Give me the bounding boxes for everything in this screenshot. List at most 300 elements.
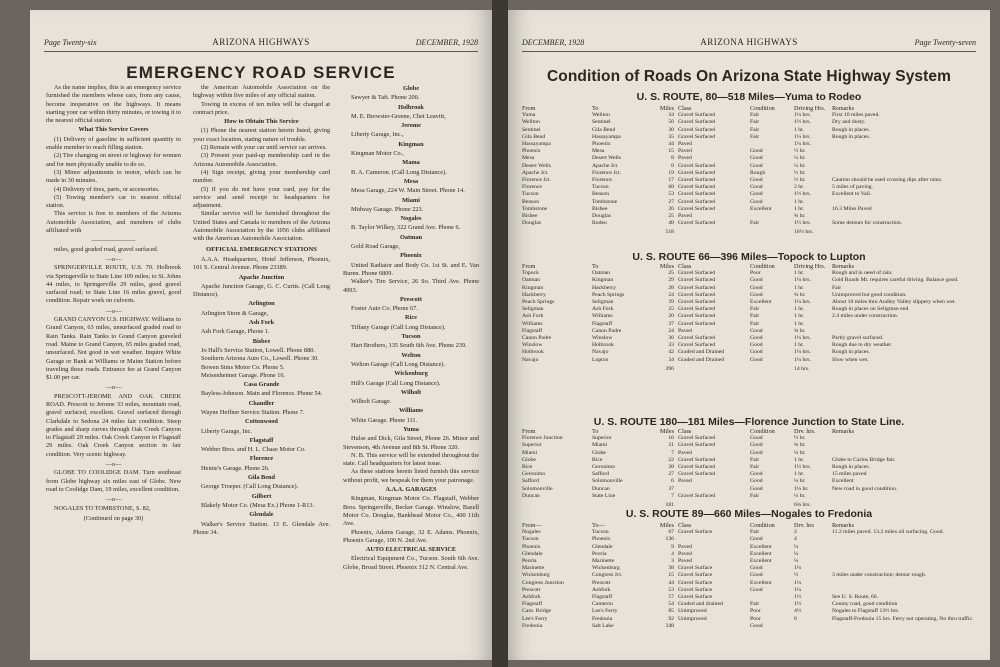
table-cell: 11.2 miles paved. 13.2 miles oil surfacing. Good. [832, 529, 944, 536]
table-cell: Graded and Drained [678, 356, 725, 363]
table-row [522, 587, 982, 594]
table-cell: Good [750, 155, 763, 162]
subheading: Cottonwood [245, 418, 278, 426]
subheading: Ash Fork [248, 319, 275, 327]
column-header: Remarks [832, 105, 854, 112]
table-cell: Tucson [592, 184, 609, 191]
table-cell: 2.4 miles under construction. [832, 313, 899, 320]
route-heading: U. S. ROUTE 89—660 Miles—Nogales to Fredonia [625, 508, 873, 520]
table-cell: 1¼ hr. [794, 485, 809, 492]
table-cell: Rough due to dry weather. [832, 342, 893, 349]
table-cell: Paved [678, 148, 692, 155]
table-cell: State Line [592, 492, 616, 499]
column-header: From [522, 263, 536, 270]
table-cell: Good [750, 442, 763, 449]
table-cell: 57 [668, 594, 674, 601]
table-cell: Lee's Ferry [592, 608, 618, 615]
table-row [522, 565, 982, 572]
table-cell: Good [750, 435, 763, 442]
table-cell: Hassayampa [592, 133, 621, 140]
table-cell [832, 227, 982, 236]
table-cell: Fair [750, 126, 760, 133]
total-hours: 16½ hrs. [794, 229, 814, 236]
table-cell: Fair [832, 284, 842, 291]
paragraph: (2) Tire changing on street or highway for women and for men physically unable to do so. [46, 152, 181, 168]
table-cell: Fair [750, 320, 760, 327]
table-cell: Good [750, 586, 763, 593]
table-cell: Geronimo [592, 464, 616, 471]
table-cell: Peach Springs [592, 291, 625, 298]
paragraph: N. B. This service will be extended throughout the state. Call headquarters for latest issue. [343, 451, 479, 468]
table-cell: 15 miles paved [832, 471, 867, 478]
table-cell: 56 [668, 119, 674, 126]
subheading: Williams [398, 407, 424, 415]
table-cell: Rough in places. [832, 464, 871, 471]
table-cell: 92 [668, 615, 674, 622]
table-cell: Unimproved [678, 615, 707, 622]
subheading: Florence [249, 455, 274, 463]
subheading: Nogales [400, 215, 422, 223]
table-cell: 1 hr. [794, 471, 805, 478]
paragraph: (3) Minor adjustments to motor, which can be made in 30 minutes. [46, 168, 181, 185]
table-cell [832, 199, 982, 206]
table-cell: Gravel Surfaced [678, 291, 716, 298]
subheading: Jerome [401, 122, 421, 130]
table-cell: Flagstaff-Fredonia 15 hrs. Ferry not operating. No thru traffic. [832, 615, 974, 622]
table-cell: Wellton [592, 112, 610, 119]
table-cell: Good [750, 622, 763, 629]
table-cell: 24 [668, 291, 674, 298]
table-cell: Rough in places on Seligman end [832, 306, 909, 313]
table-row [522, 177, 982, 184]
table-row [522, 141, 982, 148]
table-cell: 2 [794, 529, 797, 536]
table-cell: Rough and in need of rain. [832, 270, 893, 277]
table-cell: Good [750, 536, 763, 543]
table-cell: Gravel Surfaced [678, 492, 716, 499]
paragraph: the American Automobile Association on the highway within five miles of any official station. [193, 84, 330, 100]
table-cell: Gravel Surfaced [678, 184, 716, 191]
table-cell: Canon Padre [592, 327, 622, 334]
table-cell: Poor [750, 270, 761, 277]
table-cell: Paved [678, 543, 692, 550]
subheading: Bisbee [252, 337, 271, 345]
table-cell: ¼ hr. [794, 492, 806, 499]
table-cell: Winslow [592, 335, 613, 342]
paragraph: NOGALES TO TOMBSTONE, S. 82, [54, 504, 151, 512]
table-cell: Paved [678, 141, 692, 148]
table-cell [832, 148, 982, 155]
table-cell: Paved [678, 558, 692, 565]
route-table [522, 522, 982, 630]
table-row [522, 170, 982, 177]
left-page [30, 10, 492, 660]
paragraph: B. Taylor Wilkey, 322 Grand Ave. Phone 6. [351, 224, 461, 232]
table-cell: ½ hr. [794, 169, 806, 176]
table-cell: Good [750, 478, 763, 485]
table-cell [750, 594, 794, 601]
subheading: Casa Grande [243, 381, 280, 389]
table-cell: Fair [750, 119, 760, 126]
table-row [522, 163, 982, 170]
paragraph: PRESCOTT-JEROME AND OAK CREEK ROAD. Prescott to Jerome 33 miles, mountain road, gravel surfaced, excellent. Gravel surfaced through Clarkdale to Sedona 24 miles fair condition. Steep grades and sharp curves through Oak Creek Canyon to Flagstaff 29 miles. Oak Creek Canyon to Flagstaff 29 miles. Oak Creek Canyon section in fair condition. Very scenic highway. [46, 392, 181, 458]
table-cell: Gravel Surface [678, 579, 713, 586]
table-cell: Rodeo [592, 220, 607, 227]
column-header: Driving Hrs. [794, 105, 826, 112]
table-cell: Oatman [522, 277, 541, 284]
total-miles: 518 [665, 229, 674, 236]
column-header: Class [678, 428, 692, 435]
table-cell [832, 364, 982, 373]
paragraph: SPRINGERVILLE ROUTE, U.S. 70. Holbrook via Springerville to State Line 109 miles; to St. Johns 44 miles, to Springerville 29 miles, good gravel surfaced road; to State Line 16 miles gravel, good condition. Repair work on culverts. [46, 264, 181, 305]
subheading: Tucson [401, 333, 421, 341]
table-cell: Good [750, 572, 763, 579]
column-header: From [522, 428, 536, 435]
paragraph: Hart Brothers, 135 South 6th Ave. Phone 239. [351, 342, 467, 350]
table-cell: Navajo [522, 356, 539, 363]
table-cell: Cam. Bridge [522, 608, 552, 615]
table-cell: 1 hr. [794, 306, 805, 313]
table-cell: 1¼ hrs. [794, 277, 811, 284]
paragraph: (3) Present your paid-up membership card in the Arizona Automobile Association. [193, 152, 330, 168]
table-cell: 1 hr. [794, 270, 805, 277]
table-cell: 4 [671, 550, 674, 557]
subheading: Yuma [403, 425, 419, 433]
route-heading: U. S. ROUTE 66—396 Miles—Topock to Lupton [632, 251, 866, 263]
subheading: Glendale [249, 511, 274, 519]
paragraph: Liberty Garage, Inc. [201, 427, 253, 435]
table-cell: 1½ hrs. [794, 191, 811, 198]
table-cell: Bisbee [592, 205, 608, 212]
paragraph: Hill's Garage (Call Long Distance). [351, 379, 441, 387]
table-cell: 1½ [794, 601, 802, 608]
paragraph: Foster Auto Co. Phone 67. [351, 305, 418, 313]
table-cell: ¾ hr. [794, 442, 806, 449]
paragraph: Bowen Sims Motor Co. Phone 5. [201, 363, 285, 371]
paragraph: United Radiator and Body Co. 1st St. and E. Van Buren. Phone 6809. [343, 261, 479, 277]
table-row [522, 270, 982, 277]
table-row [522, 349, 982, 356]
table-cell: Good [750, 485, 763, 492]
table-cell: 25 [668, 270, 674, 277]
table-cell: Fair [750, 456, 760, 463]
table-cell: 1 hr. [794, 126, 805, 133]
table-cell: 35 [668, 133, 674, 140]
table-cell: 2 hr. [794, 184, 805, 191]
column-header: Class [678, 263, 692, 270]
table-cell: 1¼ [794, 579, 802, 586]
table-cell [832, 163, 982, 170]
paragraph: Sawyer & Taft. Phone 200. [351, 94, 420, 102]
table-cell: Globe [522, 456, 536, 463]
table-cell: Unimproved but good condition. [832, 291, 907, 298]
table-cell: Phoenix [522, 543, 541, 550]
table-cell: Fair [750, 220, 760, 227]
table-cell: Good [750, 184, 763, 191]
paragraph: Wayne Heffner Service Station. Phone 7. [201, 408, 305, 416]
table-row [522, 134, 982, 141]
table-cell: Ashfork [592, 586, 611, 593]
table-cell: Rough in places. [832, 133, 871, 140]
paragraph: (1) Phone the nearest station herein listed, giving your exact location, stating nature of trouble. [193, 127, 330, 143]
table-cell: Seligman [592, 299, 614, 306]
table-cell: County road, good condition [832, 601, 898, 608]
table-cell: 3 miles under construction; detour rough. [832, 572, 927, 579]
subheading: Gilbert [251, 492, 272, 500]
table-cell: 1½ [794, 594, 802, 601]
table-cell: Gravel Surfaced [678, 435, 716, 442]
table-cell: Glendale [522, 550, 543, 557]
table-cell: Flagstaff [592, 320, 613, 327]
table-cell: Oatman [592, 270, 611, 277]
subheading: Flagstaff [249, 436, 274, 444]
table-cell: Florence Jct. [522, 177, 552, 184]
table-cell: Benson [522, 198, 540, 205]
table-cell: Rice [522, 464, 533, 471]
subheading: A.A.A. GARAGES [385, 486, 437, 494]
subheading: Holbrook [398, 103, 424, 111]
table-cell: 1½ hrs. [794, 220, 811, 227]
table-cell: 1¼ hrs. [794, 141, 811, 148]
table-header-row [522, 522, 982, 529]
column-header: Condition [750, 105, 775, 112]
table-row [522, 471, 982, 478]
table-cell: 54 [668, 601, 674, 608]
table-cell: Gravel Surface [678, 565, 713, 572]
paragraph: Heinie's Garage. Phone 26. [201, 464, 270, 472]
table-cell [750, 141, 794, 148]
table-cell: Good [750, 449, 763, 456]
table-cell: Good [750, 565, 763, 572]
table-cell: Good [750, 148, 763, 155]
table-cell: 3 [671, 558, 674, 565]
subheading: Phoenix [400, 252, 422, 260]
table-cell: Excellent [832, 478, 854, 485]
paragraph: GRAND CANYON U.S. HIGHWAY. Williams to Grand Canyon, 63 miles, unsurfaced graded road to Rain Tanks. Rain Tanks to Grand Canyon graveled road. Maine to Grand Canyon, 65 miles graded road, unsurfaced. Not good in wet weather. Inquire White Garage or Bank at Williams or Maine Station before traveling these roads. Entrance fee at Grand Canyon $1.00 per car. [46, 316, 181, 382]
table-cell: Fair [750, 112, 760, 119]
paragraph: M. E. Brewster-Greene, Chet Leavitt, [351, 112, 446, 120]
separator: —o— [105, 307, 122, 315]
table-cell: 27 [668, 471, 674, 478]
table-cell: Good [750, 356, 763, 363]
paragraph: Wilholt Garage. [351, 398, 392, 406]
table-cell: Gravel Surfaced [678, 112, 716, 119]
table-row [522, 450, 982, 457]
table-cell: ½ hr. [794, 148, 806, 155]
table-cell: Paved [678, 155, 692, 162]
table-cell: 8 [671, 155, 674, 162]
paragraph: Meisenheimer Garage. Phone 16. [201, 371, 286, 379]
paragraph: Bayless-Johnson. Main and Florence. Phone 54. [201, 390, 323, 398]
table-cell: Tucson [522, 536, 539, 543]
table-cell: 37 [668, 485, 674, 492]
table-cell: 1¼ [794, 586, 802, 593]
table-row [522, 292, 982, 299]
table-cell: Gravel Surfaced [678, 169, 716, 176]
table-row [522, 357, 982, 364]
paragraph: As the name implies, this is an emergency service furnished the members whose cars, from any cause, become inoperative on the highways. It means starting your car within thirty minutes, or towing it to the nearest official station. [46, 84, 181, 125]
table-row [522, 148, 982, 155]
table-row [522, 321, 982, 328]
table-cell: ¼ hr. [794, 162, 806, 169]
paragraph: Phoenix, Adams Garage, 32 E. Adams. Phoenix, Phoenix Garage, 100 N. 2nd Ave. [343, 528, 479, 544]
subheading: Oatman [399, 233, 423, 241]
right-issue-date: DECEMBER, 1928 [522, 38, 585, 47]
table-cell: 7 [671, 449, 674, 456]
road-conditions-title: Condition of Roads On Arizona State Highway System [546, 68, 952, 85]
table-cell: Paved [678, 213, 692, 220]
table-cell: 1¼ hrs. [794, 133, 811, 140]
table-cell [832, 565, 982, 572]
paragraph: Tiffany Garage (Call Long Distance). [351, 323, 446, 331]
table-cell: Good [750, 349, 763, 356]
table-cell: 5 miles of paving. [832, 184, 874, 191]
table-header-row [522, 263, 982, 270]
subheading: OFFICIAL EMERGENCY STATIONS [206, 245, 317, 253]
table-cell: Cameron [592, 601, 613, 608]
table-cell: 44 [668, 579, 674, 586]
table-row [522, 580, 982, 587]
left-magazine-title: ARIZONA HIGHWAYS [212, 37, 310, 47]
table-row [522, 213, 982, 220]
table-cell: 1¼ hrs. [794, 112, 811, 119]
table-cell: Good [750, 177, 763, 184]
table-cell: Excellent [750, 543, 772, 550]
table-row [522, 199, 982, 206]
paragraph: Southern Arizona Auto Co., Lowell. Phone 30. [201, 355, 319, 363]
paragraph: George Troeper. (Call Long Distance). [201, 483, 299, 491]
table-cell: Salt Lake [592, 622, 614, 629]
subheading: Arlington [248, 300, 275, 308]
table-header-row [522, 105, 982, 112]
column-header: Miles [659, 522, 674, 529]
table-cell: Ash Fork [592, 306, 614, 313]
article-column-3 [343, 84, 479, 572]
table-cell: Gravel Surfaced [678, 162, 716, 169]
table-cell: Graded and Drained [678, 349, 725, 356]
table-cell: Mesa [522, 155, 535, 162]
table-cell: Gravel Surfaced [678, 335, 716, 342]
table-cell [678, 364, 750, 373]
table-cell: 1½ hrs. [794, 464, 811, 471]
table-cell: Holbrook [522, 349, 544, 356]
table-cell [750, 227, 794, 236]
article-column-2 [193, 84, 330, 537]
table-cell: 85 [668, 608, 674, 615]
table-cell [678, 623, 750, 630]
table-cell: Excellent [750, 205, 772, 212]
separator: —o— [105, 384, 122, 392]
table-cell: 1 hr. [794, 313, 805, 320]
table-cell: 1 hr. [794, 205, 805, 212]
table-cell: 1¼ hrs. [794, 299, 811, 306]
table-cell: 19 [668, 169, 674, 176]
separator: —o— [105, 255, 122, 263]
column-header: Class [678, 105, 692, 112]
table-cell: Glendale [592, 543, 613, 550]
paragraph: Welton Garage (Call Long Distance). [351, 360, 446, 368]
table-cell: 348 [665, 622, 674, 629]
table-cell: Florence [522, 184, 542, 191]
table-cell: Tucson [592, 529, 609, 536]
paragraph: GLOBE TO COOLIDGE DAM. Turn southeast from Globe highway six miles east of Globe. New road to Coolidge Dam, 19 miles, excellent condition. [46, 469, 181, 493]
subheading: Globe [402, 85, 420, 92]
table-cell: 9 [671, 543, 674, 550]
table-cell: ¼ [794, 558, 799, 565]
table-cell: Paved [678, 327, 692, 334]
table-row [522, 442, 982, 449]
column-header: Condition [750, 428, 775, 435]
table-cell: Globe to Carlos Bridge fair. [832, 456, 896, 463]
table-cell: Fredonia [592, 615, 613, 622]
table-cell: 38 [668, 464, 674, 471]
table-cell: Gila Bend [522, 133, 546, 140]
column-header: Remarks [832, 522, 854, 529]
total-row [522, 227, 982, 236]
table-cell: Duncan [522, 492, 540, 499]
table-cell [832, 170, 982, 177]
table-cell: Prescott [522, 586, 541, 593]
paragraph: Walker's Service Station. 13 E. Glendale Ave. Phone 34. [193, 520, 330, 536]
column-header: Remarks [832, 263, 854, 270]
table-cell: Phoenix [592, 141, 611, 148]
table-cell: Gravel Surfaced [678, 299, 716, 306]
table-cell: Good [750, 162, 763, 169]
table-cell: Miami [522, 449, 538, 456]
table-cell: Peoria [592, 550, 607, 557]
table-row [522, 155, 982, 162]
column-header: Condition [750, 263, 775, 270]
table-cell: Rough in places. [832, 349, 871, 356]
table-row [522, 127, 982, 134]
table-cell: Hackberry [522, 291, 546, 298]
subheading: Wickenburg [394, 370, 428, 378]
paragraph: This service is free to members of the Arizona Automobile Association, and members of clubs affiliated with [46, 210, 181, 235]
table-cell: 30 [668, 126, 674, 133]
subheading: Mama [402, 159, 420, 167]
table-row [522, 457, 982, 464]
table-cell: Tombstone [592, 198, 618, 205]
table-cell: New road in good condition. [832, 485, 898, 492]
table-cell: Gravel Surfaced [678, 442, 716, 449]
table-row [522, 184, 982, 191]
table-cell [832, 155, 982, 162]
table-cell: Winslow [522, 342, 543, 349]
table-cell: Holbrook [592, 342, 614, 349]
table-cell: Lupton [592, 356, 609, 363]
table-cell: Good [750, 327, 763, 334]
table-cell: See U. S. Route, 66. [832, 594, 879, 601]
table-row [522, 616, 982, 623]
table-cell: Rough in places. [832, 126, 871, 133]
route-table [522, 105, 982, 237]
table-row [522, 464, 982, 471]
table-cell: Superior [592, 435, 612, 442]
table-cell: Kingman [592, 277, 614, 284]
table-cell: Congress Junction [522, 579, 564, 586]
subheading: How to Obtain This Service [224, 118, 299, 126]
table-cell [592, 227, 654, 236]
total-miles: 396 [665, 365, 674, 372]
table-cell: 26 [668, 205, 674, 212]
right-page [508, 10, 990, 660]
paragraph: Blakely Motor Co. (Mesa Ex.) Phone 1-R13. [201, 501, 315, 509]
left-page-header [44, 35, 478, 52]
table-row [522, 119, 982, 126]
table-cell: Nogales [522, 529, 541, 536]
table-cell: Peach Springs [522, 299, 555, 306]
table-cell: Desert Wells [592, 155, 621, 162]
